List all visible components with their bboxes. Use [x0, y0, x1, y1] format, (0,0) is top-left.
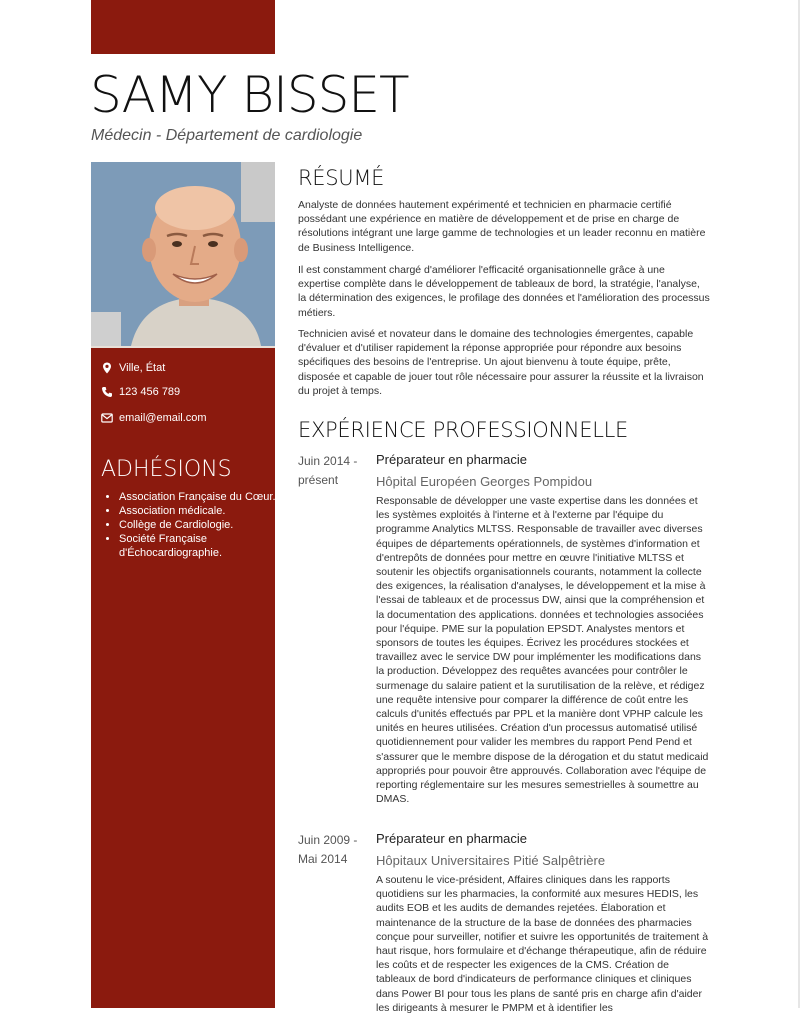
- resume-paragraph: Il est constamment chargé d'améliorer l'efficacité organisationnelle grâce à une expertise complète dans le développement de tableaux de bord, la stratégie, l'analyse, la détermination des exigences, le profilage des données et l'amélioration des processus métiers.: [298, 264, 710, 319]
- job-date-start: Juin 2009 -: [298, 833, 358, 847]
- experience-heading: EXPÉRIENCE PROFESSIONNELLE: [298, 418, 629, 442]
- candidate-subtitle: Médecin - Département de cardiologie: [91, 127, 363, 144]
- contact-location: [101, 362, 165, 374]
- resume-paragraph: Technicien avisé et novateur dans le domaine des technologies émergentes, capable d'évaluer et d'utiliser rapidement la réponse appropriée pour répondre aux besoins spécifiques des besoins de l'entreprise. Un ajout bienvenu à toute équipe, prête, disposée et capable de jouer tout rôle nécessaire pour assurer la réussite et la livraison du projet à temps.: [298, 328, 704, 397]
- header-accent-bar: [91, 0, 275, 54]
- contact-phone: [101, 386, 180, 398]
- adhesion-item: • Association Française du Cœur.: [119, 490, 284, 504]
- job-date-start: Juin 2014 -: [298, 454, 358, 468]
- job-date-end: présent: [298, 473, 339, 487]
- phone-icon: [101, 386, 113, 398]
- job-employer: Hôpitaux Universitaires Pitié Salpêtrière: [376, 853, 606, 868]
- job-title: Préparateur en pharmacie: [376, 831, 528, 846]
- adhesions-heading: ADHÉSIONS: [101, 457, 232, 482]
- job-description: A soutenu le vice-président, Affaires cliniques dans les rapports quotidiens sur les pharmacies, la conformité aux mesures HEDIS, les audits EOB et les audits de demandes rejetées. Élaboration et maintenance de la structure de la base de données des pharmacies conçue pour surveiller, notifier et suivre les opportunités de traitement à haut risque, hors formulaire et d'échange thérapeutique, afin de réduire les coûts et de respecter les exigences de la CMS. Création de tableaux de bord d'indicateurs de performance cliniques et cliniques dans Power BI pour tous les plans de santé pris en charge afin d'aider les dirigeants à mesurer le PMPM et à identifier les: [376, 874, 709, 1014]
- contact-phone-text: 123 456 789: [119, 386, 181, 398]
- location-pin-icon: [101, 362, 113, 374]
- resume-heading: RÉSUMÉ: [298, 166, 385, 190]
- job-date: [298, 452, 368, 490]
- contact-email-text[interactable]: email@email.com: [119, 412, 207, 424]
- contact-email[interactable]: [101, 412, 207, 424]
- job-date: [298, 831, 368, 869]
- profile-photo-illustration: [91, 162, 275, 346]
- envelope-icon: [101, 412, 113, 424]
- adhesion-item: • Société Française d'Échocardiographie.: [119, 532, 284, 560]
- resume-paragraph: Analyste de données hautement expérimenté et technicien en pharmacie certifié possédant une expérience en matière de développement et de prise en charge de résolutions intégrant une large gamme de technologies et un leader reconnu en matière de Business Intelligence.: [298, 199, 706, 254]
- job-description: Responsable de développer une vaste expertise dans les données et les systèmes exploités à l'interne et à l'externe par l'équipe du programme Analytics MLTSS. Responsable de travailler avec diverses équipes de départements opérationnels, de systèmes d'information et d'entrepôts de données pour mettre en œuvre l'initiative MLTSS et soutenir les objectifs organisationnels courants, notamment la collecte des exigences, la réalisation d'analyses, le développement et la mise à l'essai de tableaux et de processus DW, ainsi que la compréhension et la documentation des applications. données et technologies associées pour l'équipe. PME sur la population EPSDT. Analystes mentors et sponsors de toutes les équipes. Écrivez les procédures stockées et travaillez avec le service DW pour implémenter les modifications dans la production. Développez des requêtes avancées pour contrôler le surmenage du salaire patient et la surutilisation de la relève, et rédigez une requête intensive pour comparer la différence de coût entre les calculs d'unités effectués par PPL et la manière dont VPHP calcule les unités en heures utilisées. Création d'un processus automatisé utilisé quotidiennement pour valider les membres du rapport Pend Pend et s'assurer que le membre dispose de la dérogation et du statut medicaid appropriés pour pouvoir être approuvés. Collaboration avec l'équipe de reporting réglementaire sur les mesures semestrielles à soumettre au DMAS.: [376, 495, 709, 806]
- job-employer: Hôpital Européen Georges Pompidou: [376, 474, 593, 489]
- candidate-name: SAMY BISSET: [90, 66, 409, 124]
- contact-location-text: Ville, État: [119, 362, 166, 374]
- profile-photo: [91, 162, 275, 348]
- job-title: Préparateur en pharmacie: [376, 452, 528, 467]
- job-date-end: Mai 2014: [298, 852, 348, 866]
- adhesion-item: • Association médicale.: [119, 504, 284, 518]
- adhesions-list: [101, 490, 284, 560]
- sidebar: [91, 162, 275, 1008]
- adhesion-item: • Collège de Cardiologie.: [119, 518, 284, 532]
